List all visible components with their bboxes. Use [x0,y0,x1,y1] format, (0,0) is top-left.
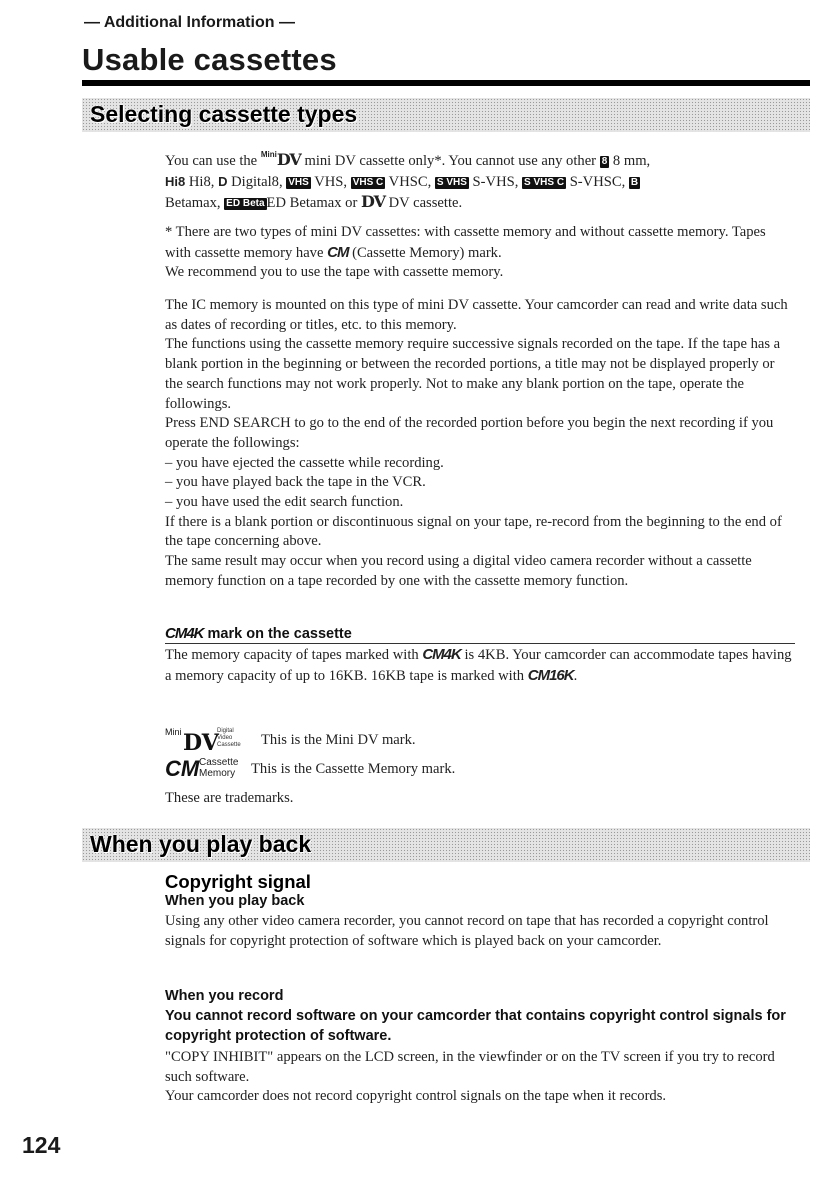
cm4k-logo-icon: CM4K [165,625,204,642]
cm16k-logo-icon: CM16K [527,666,574,684]
cm4k-heading: CM4K mark on the cassette [165,625,352,642]
subheading-rule [165,643,795,644]
mini-dv-mark-row: Mini DV Digital Video Cassette This is the Mini DV mark. [165,724,416,757]
footnote-paragraph: * There are two types of mini DV cassettes: with cassette memory and without cassette memory. Tapes with cassette memory have CM (Cassette Memory) mark. We recommend you to use the tape with cassette memory. [165,224,766,281]
svg-text:Digital: Digital [217,728,234,734]
play-paragraph: Using any other video camera recorder, you cannot record on tape that has recorded a copyright control signals for copyright protection of software which is played back on your camcorder. [165,913,769,949]
trademarks-note: These are trademarks. [165,790,294,806]
svg-text:DV: DV [183,730,219,752]
copyright-heading: Copyright signal [165,871,311,892]
svg-text:Video: Video [217,735,233,741]
title-rule [82,80,810,86]
ed-beta-logo-icon: ED Beta [226,198,265,210]
ic-memory-paragraph: The IC memory is mounted on this type of mini DV cassette. Your camcorder can read and write data such as dates of recording or titles, etc. to this memory. The functions using the cassette memory require successive signals recorded on the tape. If the tape has a blank portion in the beginning or between the recorded portions, a title may not be displayed properly or the search functions may not work properly. Not to make any blank portion on the tape, operate the followings. Press END SEARCH to go to the end of the recorded portion before you begin the next recording if you operate the followings: – you have ejected the cassette while recording. – you have played back the tape in the VCR. – you have used the edit search function. If there is a blank portion or discontinuous signal on your tape, re-record from the beginning to the end of the tape concerning above. The same result may occur when you record using a digital video camera recorder without a cassette memory function on a tape recorded by one with the cassette memory function. [165,297,788,589]
intro-paragraph: You can use the $^{Mini}$DV mini DV cassette only*. You cannot use any other 8 8 mm, Hi8 Hi8, D Digital8, VHS VHS, VHS C VHSC, S VHS S-VHS, S VHS C S-VHSC, B Betamax, ED Beta ED Betamax or DV DV cassette. [165,150,651,212]
section-band-selecting [82,98,810,132]
cassette-memory-mark-icon [165,754,245,785]
svhsc-logo-icon: S VHS C [524,176,565,188]
when-play-heading: When you play back [165,893,305,909]
vhsc-logo-icon: VHS C [352,176,384,188]
record-paragraph: "COPY INHIBIT" appears on the LCD screen, in the viewfinder or on the TV screen if you try to record such software. Your camcorder does not record copyright control signals on the tape when it records. [165,1049,775,1105]
section-band-playback [82,828,810,862]
section-label: — Additional Information — [84,14,295,31]
band-title: Selecting cassette types [90,101,358,127]
cm4k-logo-icon: CM4K [422,646,461,663]
digital8-logo-icon: D [218,173,228,189]
dv-logo-icon: DV [360,192,385,212]
hi8-logo-icon: Hi8 [165,173,186,189]
when-record-heading: When you record [165,988,284,1004]
svg-text:Cassette: Cassette [199,757,239,768]
betamax-logo-icon: B [630,176,639,188]
mini-dv-logo-icon: $^{Mini}$DV [260,150,301,169]
cassette-memory-logo-icon: CM [327,243,349,261]
mini-dv-mark-icon [165,724,255,757]
cassette-memory-mark-row: CM Cassette Memory This is the Cassette Memory mark. [165,754,455,785]
vhs-logo-icon: VHS [288,176,309,188]
8mm-logo-icon: 8 [601,156,608,167]
svhs-logo-icon: S VHS [436,176,467,188]
svg-text:Mini: Mini [165,727,182,737]
record-warning: You cannot record software on your camcorder that contains copyright control signals for copyright protection of software. [165,1008,786,1044]
svg-text:CM: CM [165,756,200,780]
page-title: Usable cassettes [82,42,337,77]
svg-text:Memory: Memory [199,768,236,779]
svg-text:Cassette: Cassette [217,742,241,748]
band-title: When you play back [90,831,312,857]
page-number: 124 [22,1132,61,1158]
cm4k-paragraph: The memory capacity of tapes marked with CM4K is 4KB. Your camcorder can accommodate tapes having a memory capacity of up to 16KB. 16KB tape is marked with CM16K. [165,646,792,684]
